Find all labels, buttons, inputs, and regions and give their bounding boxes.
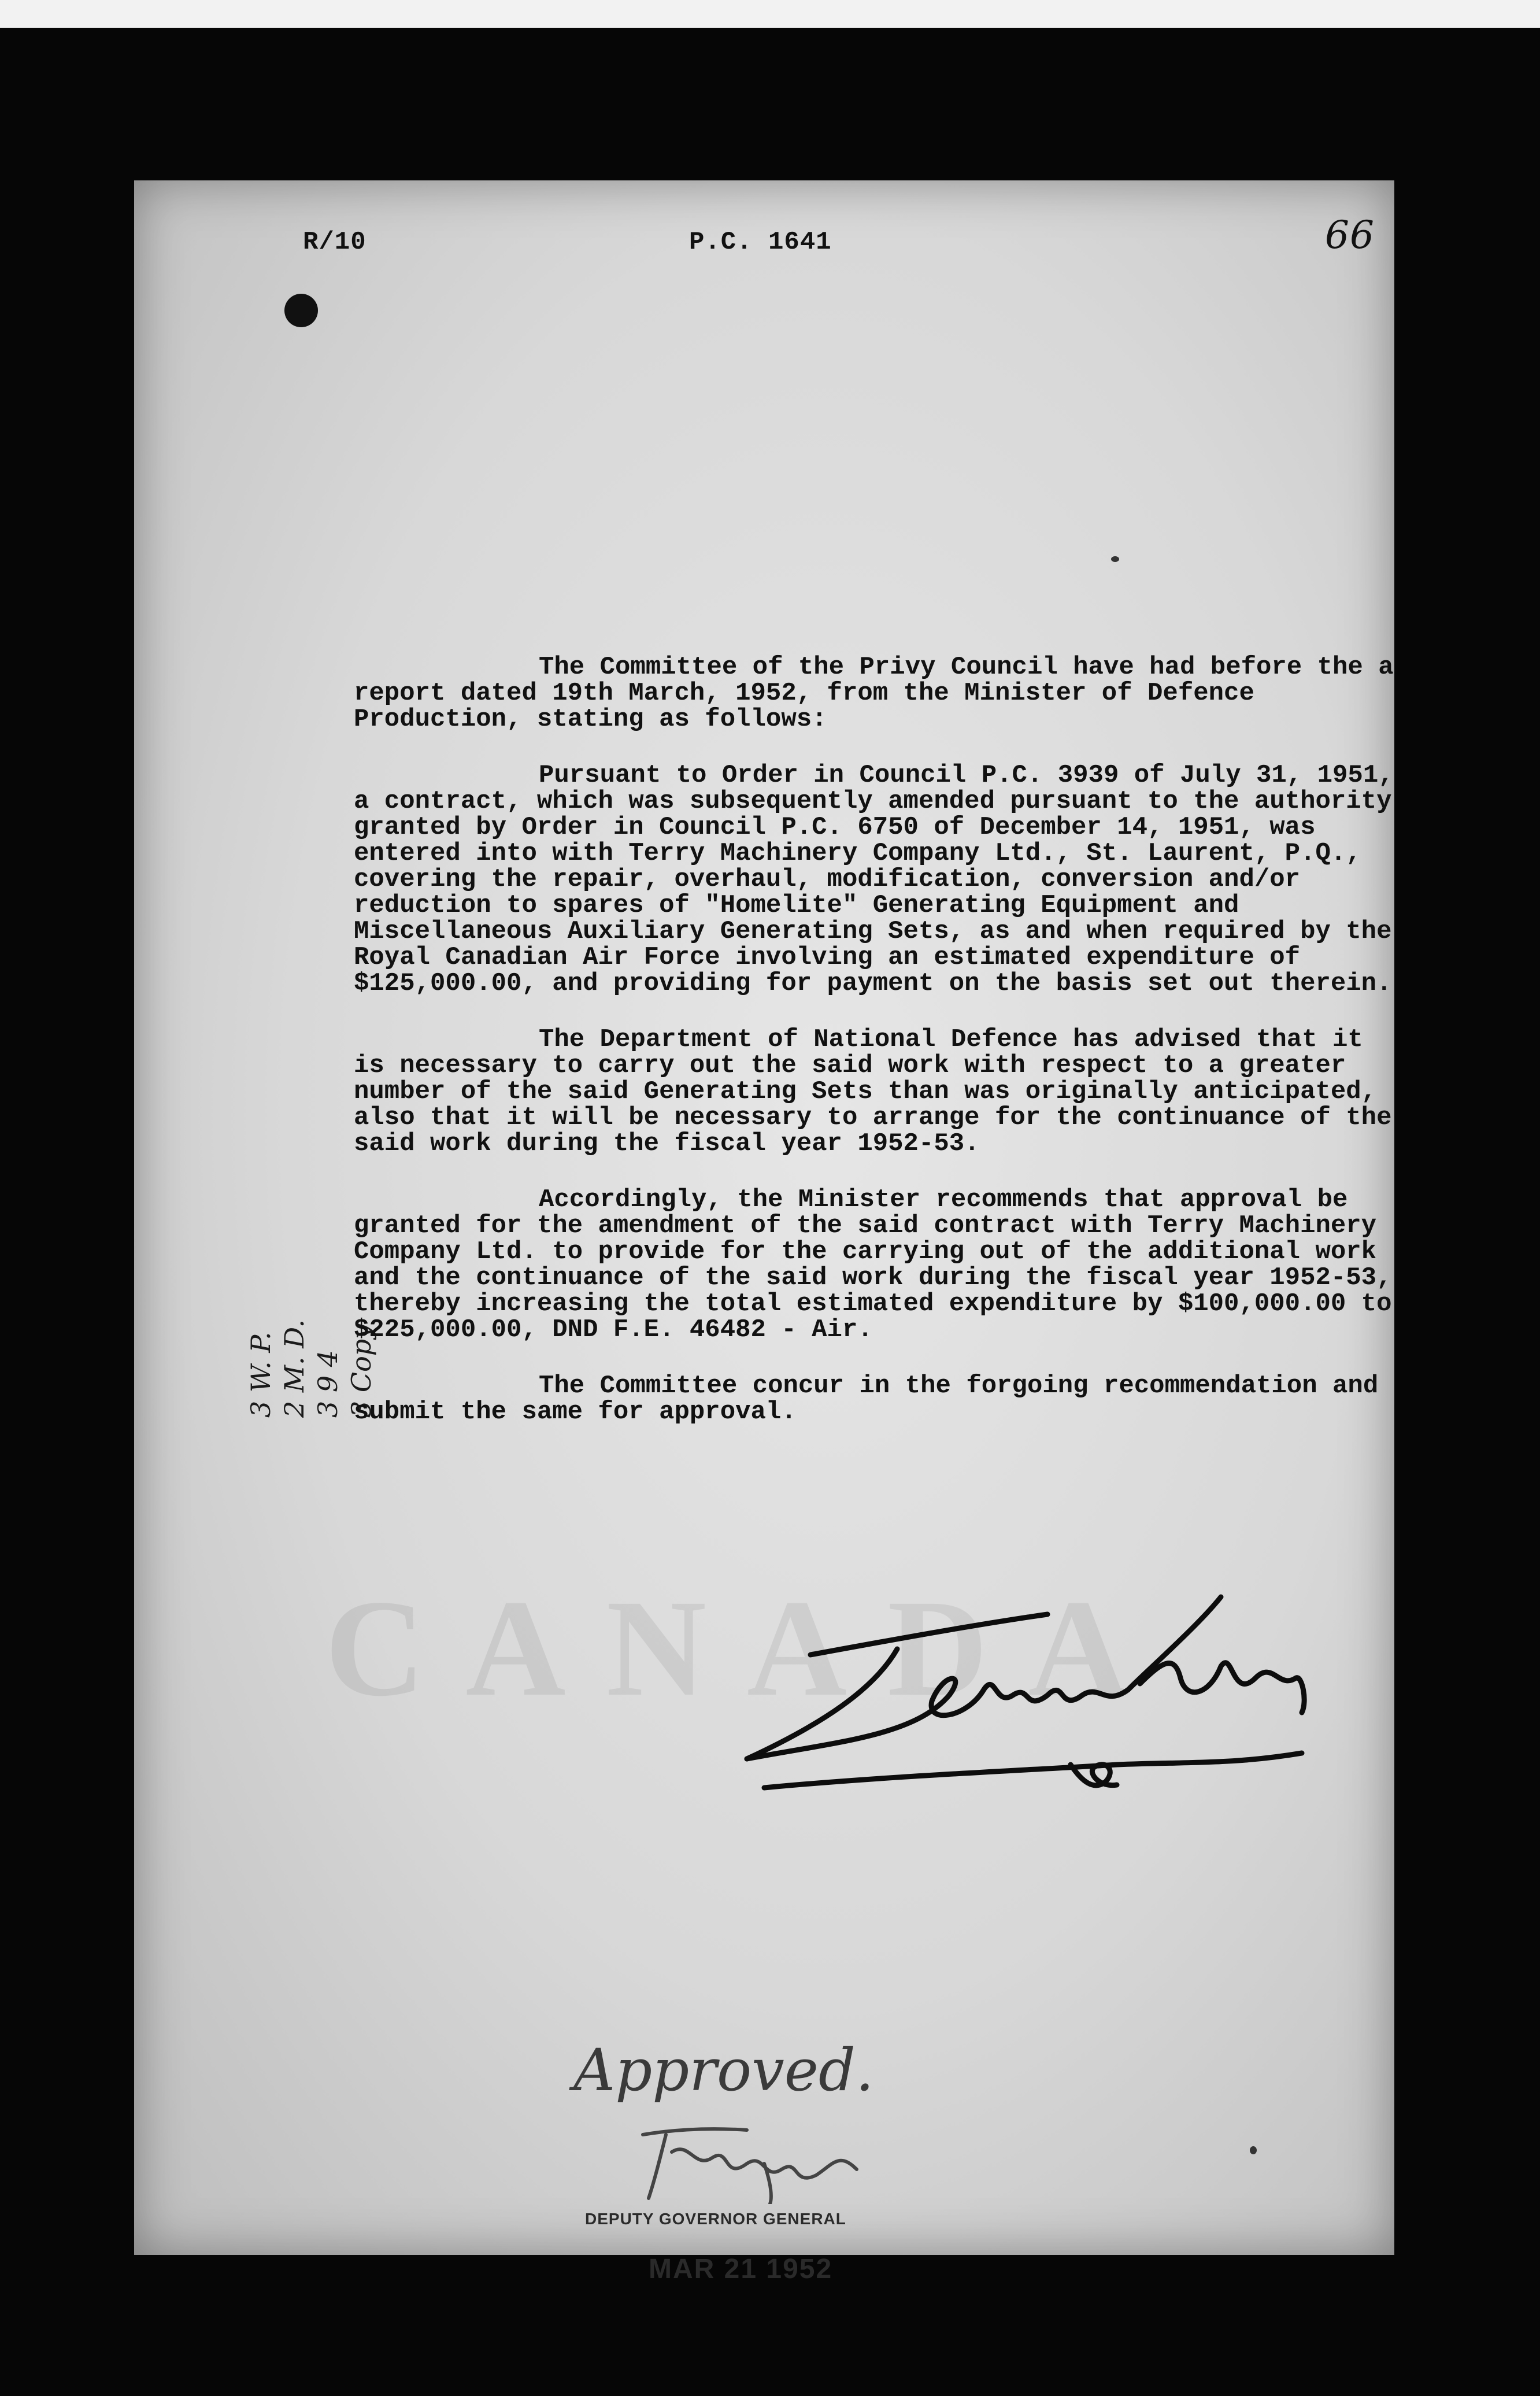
date-stamp: MAR 21 1952 <box>649 2254 833 2284</box>
page-number: 66 <box>1325 213 1375 257</box>
approved-handwritten: Approved. <box>573 2036 874 2104</box>
paragraph-contract: Pursuant to Order in Council P.C. 3939 of July 31, 1951, a contract, which was subsequently amended pursuant to the authority granted by Order in Council P.C. 6750 of December 14, 1951, was entered into with Terry Machinery Company Ltd., St. Laurent, P.Q., covering the repair, overhaul, modification, conversion and/or reduction to spares of "Homelite" Generating Equipment and Miscellaneous Auxiliary Generating Sets, as and when required by the Royal Canadian Air Force involving an estimated expenditure of $125,000.00, and providing for payment on the basis set out therein. <box>354 761 1394 998</box>
paragraph-intro: The Committee of the Privy Council have had before the a report dated 19th March, 1952, from the Minister of Defence Production, stating as follows: <box>354 653 1394 734</box>
speck <box>1250 2146 1257 2154</box>
document-body <box>354 655 1406 1455</box>
paragraph-concurrence: The Committee concur in the forgoing recommendation and submit the same for approval. <box>354 1371 1379 1426</box>
document-page <box>134 180 1394 2284</box>
margin-note-text: 3 W. P. 2 M. D. 3 9 4 3 Copy <box>245 1319 377 1418</box>
order-number: P.C. 1641 <box>689 228 832 257</box>
file-reference: R/10 <box>303 228 367 257</box>
paragraph-defence: The Department of National Defence has advised that it is necessary to carry out the said work with respect to a greater number of the said Generating Sets than was originally anticipated, also that it will be necessary to arrange for the continuance of the said work during the fiscal year 1952-53. <box>354 1025 1392 1158</box>
scan-top-band <box>0 0 1540 28</box>
paragraph-recommendation: Accordingly, the Minister recommends that approval be granted for the amendment of the said contract with Terry Machinery Company Ltd. to provide for the carrying out of the additional work and the continuance of the said work during the fiscal year 1952-53, thereby increasing the total estimated expenditure by $100,000.00 to $225,000.00, DND F.E. 46482 - Air. <box>354 1185 1392 1344</box>
speck <box>1111 556 1119 562</box>
punch-hole <box>284 294 318 327</box>
deputy-signature-icon <box>631 2117 874 2204</box>
deputy-governor-title: DEPUTY GOVERNOR GENERAL <box>585 2210 846 2228</box>
clerk-signature-icon <box>724 1591 1313 1811</box>
watermark-canada: CANADA <box>325 1571 1169 1725</box>
